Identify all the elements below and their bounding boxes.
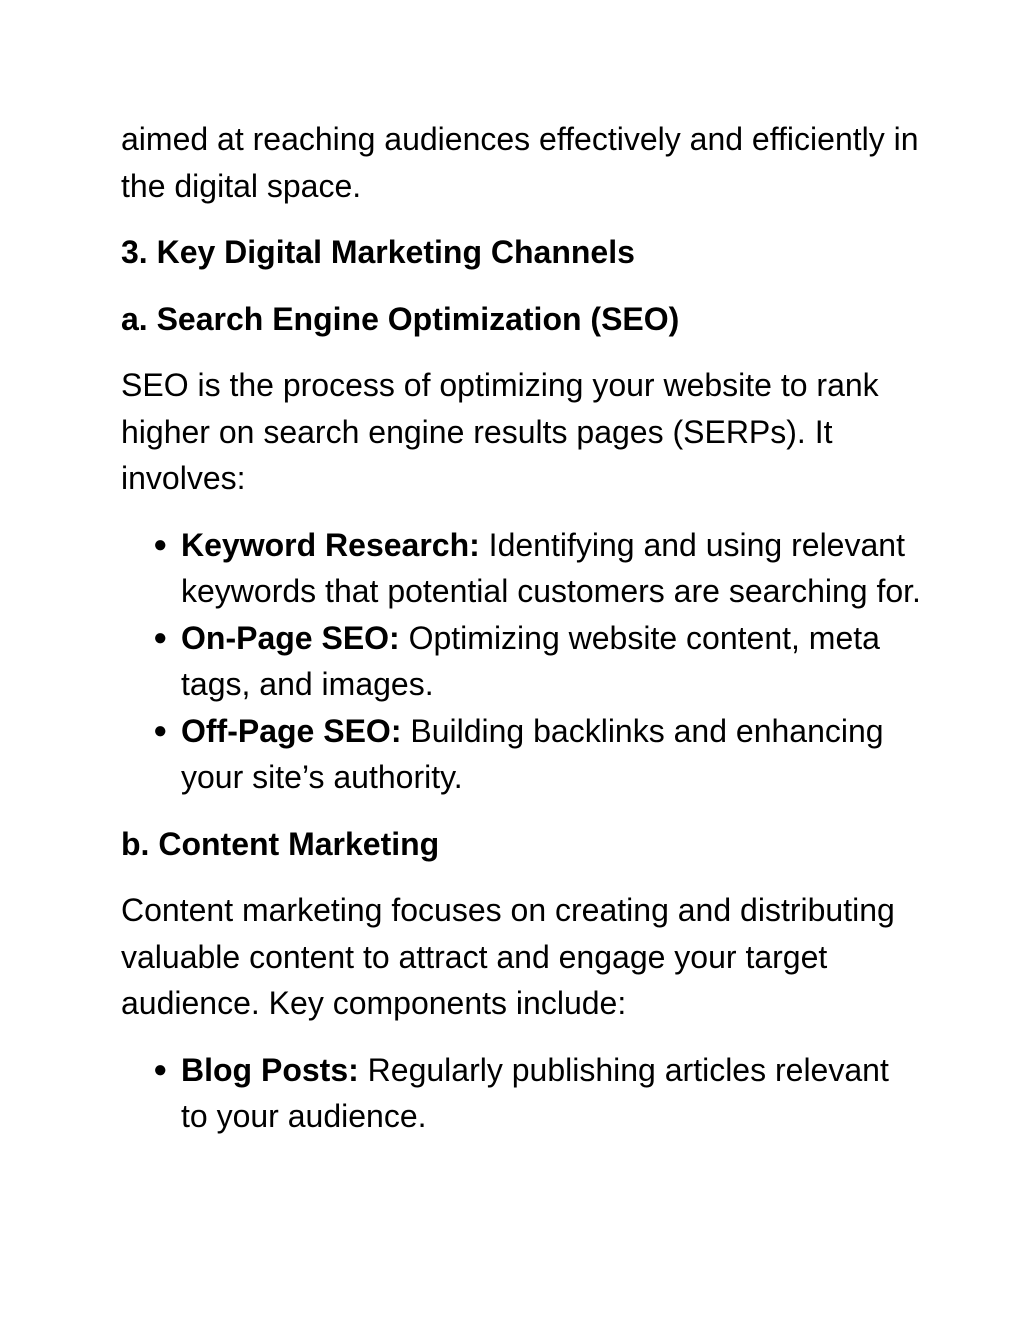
seo-subheading: a. Search Engine Optimization (SEO) bbox=[121, 300, 680, 337]
content-bullet-list bbox=[121, 1047, 921, 1140]
bullet-term: Keyword Research: bbox=[181, 526, 480, 563]
list-item bbox=[121, 1047, 921, 1140]
list-item bbox=[121, 615, 921, 708]
bullet-text: Building backlinks and enhancing your site’s authority. bbox=[181, 712, 884, 795]
bullet-text: Identifying and using relevant keywords that potential customers are searching for. bbox=[181, 526, 921, 609]
seo-description: SEO is the process of optimizing your website to rank higher on search engine results pages (SERPs). It involves: bbox=[121, 367, 879, 496]
list-item bbox=[121, 708, 921, 801]
bullet-icon: ● bbox=[153, 1055, 168, 1083]
bullet-text: Optimizing website content, meta tags, and images. bbox=[181, 619, 880, 702]
content-marketing-subheading: b. Content Marketing bbox=[121, 825, 440, 862]
bullet-term: Blog Posts: bbox=[181, 1051, 359, 1088]
bullet-icon: ● bbox=[153, 716, 168, 744]
document-page bbox=[121, 116, 921, 1160]
section-heading: 3. Key Digital Marketing Channels bbox=[121, 234, 635, 270]
bullet-icon: ● bbox=[153, 530, 168, 558]
bullet-term: Off-Page SEO: bbox=[181, 712, 402, 749]
bullet-term: On-Page SEO: bbox=[181, 619, 400, 656]
bullet-text: Regularly publishing articles relevant to your audience. bbox=[181, 1051, 889, 1134]
content-marketing-description: Content marketing focuses on creating and distributing valuable content to attract and engage your target audience. Key components include: bbox=[121, 892, 895, 1021]
seo-bullet-list bbox=[121, 522, 921, 801]
intro-paragraph: aimed at reaching audiences effectively and efficiently in the digital space. bbox=[121, 121, 919, 204]
bullet-icon: ● bbox=[153, 623, 168, 651]
list-item bbox=[121, 522, 921, 615]
